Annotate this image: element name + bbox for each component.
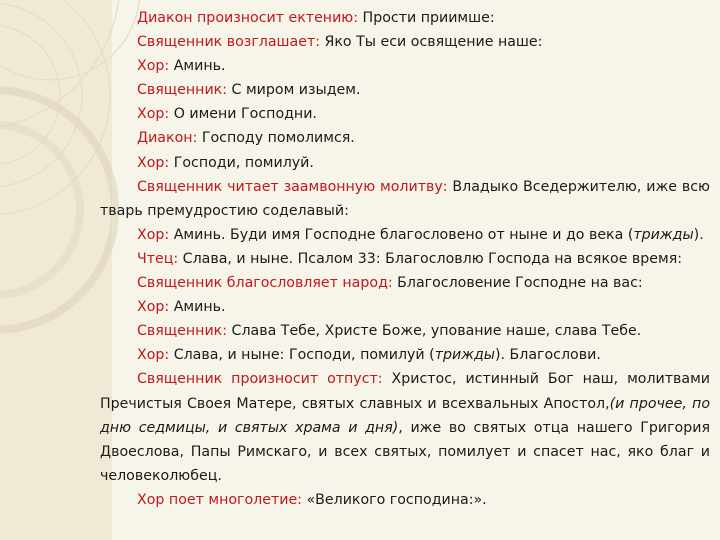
line-text: Слава, и ныне. Псалом 33: Благословлю Господа на всякое время: <box>178 250 683 267</box>
line-5 <box>100 102 710 126</box>
italic-text: (и прочее, по дню седмицы, и святых храма и дня) <box>100 395 710 436</box>
role-label: Священник: <box>137 323 228 340</box>
role-label: Чтец: <box>137 250 179 267</box>
line-text: Христос, истинный Бог наш, молитвами Пречистыя Своея Матере, святых славных и всехвальных Апостол, <box>100 371 711 412</box>
line-9 <box>100 223 710 247</box>
line-tail: ). Благослови. <box>495 347 601 364</box>
line-text: Аминь. <box>169 299 226 316</box>
line-11 <box>100 271 710 295</box>
role-label: Священник благословляет народ: <box>137 275 393 292</box>
italic-text: трижды <box>434 347 495 364</box>
line-tail: , иже во святых отца нашего Григория Двоеслова, Папы Римскаго, и всех святых, помилует и спасет нас, яко благ и человеколюбец. <box>100 419 710 484</box>
line-10 <box>100 247 710 271</box>
line-13 <box>100 319 710 343</box>
line-3 <box>100 54 710 78</box>
line-2 <box>100 30 710 54</box>
line-7 <box>100 151 710 175</box>
line-1 <box>100 6 710 30</box>
line-text: Слава, и ныне: Господи, помилуй ( <box>169 347 435 364</box>
role-label: Священник: <box>137 82 228 99</box>
liturgy-text <box>100 6 710 512</box>
role-label: Священник читает заамвонную молитву: <box>137 178 448 195</box>
line-16 <box>100 488 710 512</box>
line-text: Прости приимше: <box>358 10 495 26</box>
role-label: Хор: <box>137 347 170 364</box>
role-label: Хор: <box>137 154 170 171</box>
role-label: Священник возглашает: <box>137 34 320 51</box>
role-label: Диакон: <box>137 130 198 147</box>
line-text: Яко Ты еси освящение наше: <box>320 34 543 51</box>
role-label: Хор поет многолетие: <box>137 491 302 508</box>
role-label: Хор: <box>137 106 170 123</box>
line-text: Господи, помилуй. <box>169 154 314 171</box>
line-text: «Великого господина:». <box>301 491 487 508</box>
line-tail: ). <box>693 226 704 243</box>
role-label: Хор: <box>137 299 170 316</box>
role-label: Священник произносит отпуст: <box>137 371 383 388</box>
role-label: Диакон произносит ектению: <box>137 10 359 26</box>
decor-thick-ring-2 <box>0 125 80 295</box>
line-text: Благословение Господне на вас: <box>392 275 643 292</box>
italic-text: трижды <box>633 226 694 243</box>
line-text: Владыко Вседержителю, иже всю тварь премудростию соделавый: <box>100 178 710 219</box>
line-text: О имени Господни. <box>169 106 317 123</box>
line-text: Слава Тебе, Христе Боже, упование наше, слава Тебе. <box>227 323 642 340</box>
line-text: Господу помолимся. <box>197 130 355 147</box>
role-label: Хор: <box>137 58 170 75</box>
line-6 <box>100 126 710 150</box>
line-14 <box>100 343 710 367</box>
role-label: Хор: <box>137 226 170 243</box>
line-4 <box>100 78 710 102</box>
line-text: Аминь. Буди имя Господне благословено от ныне и до века ( <box>169 226 634 243</box>
line-12 <box>100 295 710 319</box>
line-15 <box>100 367 710 487</box>
line-text: Аминь. <box>169 58 226 75</box>
line-8 <box>100 175 710 223</box>
line-text: С миром изыдем. <box>227 82 361 99</box>
